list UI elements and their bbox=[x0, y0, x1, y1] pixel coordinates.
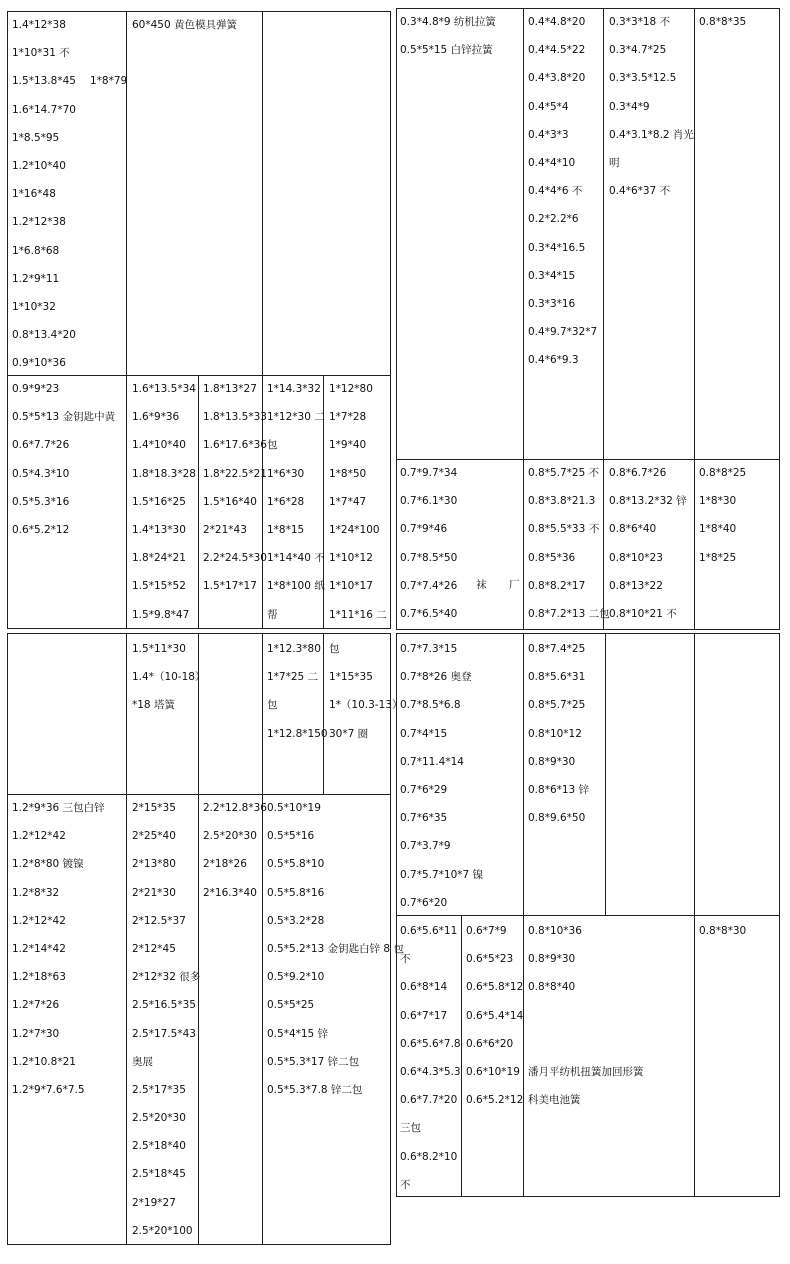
cell-line: 0.6*7.7*20 bbox=[400, 1094, 458, 1107]
cell-line: 0.7*3.7*9 bbox=[400, 840, 451, 853]
cell-spec-list bbox=[132, 794, 200, 1245]
cell-line: 0.4*3*3 bbox=[528, 128, 569, 141]
cell-line: 1*（10.3-13） bbox=[329, 699, 403, 712]
cell-line: 0.8*8.2*17 bbox=[528, 579, 586, 592]
cell-line: 1*10*32 bbox=[12, 300, 56, 313]
cell-line: 1*8*100 纸 bbox=[267, 580, 325, 593]
cell-line: 0.8*5.7*25 bbox=[528, 699, 586, 712]
cell-line: 不 bbox=[400, 1178, 411, 1191]
cell-line: 1*12*30 二 bbox=[267, 411, 325, 424]
column-divider bbox=[523, 8, 524, 630]
cell-line: 0.8*5.7*25 不 bbox=[528, 467, 600, 479]
cell-line: 0.8*5.5*33 bbox=[528, 523, 586, 536]
cell-line: 袜 bbox=[476, 579, 487, 591]
cell-line: 0.5*5*13 金钥匙中黄 bbox=[12, 411, 116, 424]
column-divider bbox=[126, 633, 127, 1245]
cell-line: 0.4*3.1*8.2 肖光 bbox=[609, 128, 694, 141]
cell-line: 0.7*4*15 bbox=[400, 727, 448, 740]
cell-spec-list bbox=[609, 459, 687, 628]
cell-line: 1.2*18*63 bbox=[12, 971, 66, 984]
cell-line: 1*7*25 二 bbox=[267, 671, 319, 684]
cell-spec-list bbox=[528, 8, 597, 374]
cell-line: 1*15*35 bbox=[329, 671, 373, 684]
cell-line: 2*13*80 bbox=[132, 858, 176, 871]
cell-line: 1.2*8*80 镀镍 bbox=[12, 858, 84, 871]
cell-line bbox=[528, 1030, 644, 1058]
cell-line: 1*10*31 不 bbox=[12, 47, 70, 60]
cell-spec-list bbox=[528, 635, 589, 832]
cell-spec-list bbox=[329, 635, 402, 748]
cell-line: 0.8*8*40 bbox=[528, 981, 576, 994]
cell-line: 1.8*22.5*21 bbox=[203, 467, 267, 480]
cell-line: 0.9*9*23 bbox=[12, 383, 60, 395]
cell-spec-list bbox=[132, 375, 196, 629]
cell-spec-list bbox=[203, 375, 267, 601]
column-divider bbox=[605, 633, 606, 915]
cell-line: 三包 bbox=[400, 1122, 421, 1135]
cell-line: 0.8*8*25 bbox=[699, 467, 747, 479]
cell-line: 0.5*4.3*10 bbox=[12, 467, 70, 480]
cell-line: 0.8*5*36 bbox=[528, 551, 576, 564]
cell-line: 0.5*4*15 锌 bbox=[267, 1027, 329, 1040]
cell-line: 2.5*18*45 bbox=[132, 1168, 186, 1181]
cell-line: 0.8*3.8*21.3 bbox=[528, 495, 596, 508]
cell-line: 0.5*5.8*16 bbox=[267, 886, 325, 899]
cell-line: 1.5*16*40 bbox=[203, 495, 257, 508]
cell-line: 1.2*9*7.6*7.5 bbox=[12, 1083, 85, 1096]
cell-line: 2.2*24.5*30 bbox=[203, 552, 267, 565]
cell-line: 1*16*48 bbox=[12, 188, 56, 201]
cell-line: 0.7*6*29 bbox=[400, 783, 448, 796]
cell-line: 0.4*6*37 不 bbox=[609, 185, 671, 198]
cell-line: 1*10*17 bbox=[329, 580, 373, 593]
cell-line: 1*10*12 bbox=[329, 552, 373, 565]
cell-line: 0.8*7.2*13 二包 bbox=[528, 607, 610, 620]
cell-line: 0.8*7.4*25 bbox=[528, 643, 586, 655]
cell-line: 0.2*2.2*6 bbox=[528, 213, 579, 226]
cell-line: 0.6*7.7*26 bbox=[12, 439, 70, 452]
cell-line: 0.5*9.2*10 bbox=[267, 971, 325, 984]
cell-spec-list bbox=[400, 459, 457, 628]
cell-line: 0.6*8*14 bbox=[400, 981, 448, 994]
cell-spec-list bbox=[203, 794, 267, 907]
cell-line: 60*450 黄色模具弹簧 bbox=[132, 19, 237, 31]
cell-line: 0.3*4.8*9 纺机拉簧 bbox=[400, 16, 496, 28]
cell-line: 2.5*20*100 bbox=[132, 1224, 193, 1237]
cell-line: 0.7*8*26 奥登 bbox=[400, 671, 472, 684]
cell-line: 0.8*10*23 bbox=[609, 551, 663, 564]
cell-line: 0.4*4.8*20 bbox=[528, 16, 586, 28]
cell-line: 2*12*45 bbox=[132, 942, 176, 955]
cell-line: 2.5*17.5*43 bbox=[132, 1027, 196, 1040]
cell-line: 1.5*13.8*45 bbox=[12, 75, 76, 88]
cell-line: 1.8*13*27 bbox=[203, 383, 257, 395]
cell-line: 1.4*10*40 bbox=[132, 439, 186, 452]
cell-line: 0.7*6.5*40 bbox=[400, 607, 458, 620]
cell-line: 帮 bbox=[267, 608, 278, 621]
cell-line: 0.5*5.3*7.8 锌二包 bbox=[267, 1083, 363, 1096]
cell-line: 0.8*6*13 锌 bbox=[528, 783, 590, 796]
cell-line: 0.3*4*16.5 bbox=[528, 241, 586, 254]
cell-line: 0.4*4*6 不 bbox=[528, 185, 583, 198]
cell-line: 0.4*4.5*22 bbox=[528, 44, 586, 57]
cell-line: 0.6*5.2*12 bbox=[12, 523, 70, 536]
column-divider bbox=[262, 633, 263, 1245]
cell-line: 0.8*5.6*31 bbox=[528, 671, 586, 684]
cell-line: 0.6*5*23 bbox=[466, 953, 514, 966]
cell-line: 1.8*24*21 bbox=[132, 552, 186, 565]
cell-line: 1.2*10*40 bbox=[12, 159, 66, 172]
cell-spec-list bbox=[466, 917, 523, 1114]
cell-spec-list bbox=[132, 635, 205, 720]
cell-spec-list bbox=[528, 917, 644, 1114]
cell-line: 2.2*12.8*36 bbox=[203, 802, 267, 814]
cell-line: 1*7*28 bbox=[329, 411, 367, 424]
cell-line: 0.8*9*30 bbox=[528, 953, 576, 966]
cell-line: 1*8*30 bbox=[699, 495, 737, 508]
cell-line: 1.6*9*36 bbox=[132, 411, 180, 424]
cell-line: 0.8*9.6*50 bbox=[528, 812, 586, 825]
column-divider bbox=[694, 8, 695, 630]
column-divider bbox=[461, 915, 462, 1197]
cell-line: 1.2*7*30 bbox=[12, 1027, 60, 1040]
cell-line: 0.6*5.8*12 bbox=[466, 981, 524, 994]
cell-line: 0.7*6.1*30 bbox=[400, 495, 458, 508]
cell-line: 2*21*43 bbox=[203, 523, 247, 536]
cell-line: 1.2*12*42 bbox=[12, 914, 66, 927]
cell-line: 0.4*9.7*32*7 bbox=[528, 326, 598, 339]
cell-line: 1.5*16*25 bbox=[132, 495, 186, 508]
cell-line: 0.5*5*15 白锌拉簧 bbox=[400, 44, 493, 57]
cell-line: 0.5*5*16 bbox=[267, 830, 315, 843]
cell-line: 1*12.8*150 bbox=[267, 727, 328, 740]
cell-spec-list bbox=[267, 794, 404, 1104]
cell-spec-list bbox=[400, 635, 483, 917]
cell-line: 1.5*9.8*47 bbox=[132, 608, 190, 621]
cell-line: 0.5*3.2*28 bbox=[267, 914, 325, 927]
cell-line bbox=[12, 67, 127, 95]
cell-note bbox=[509, 571, 520, 599]
cell-line: 2.5*17*35 bbox=[132, 1083, 186, 1096]
cell-line: 0.5*5.3*16 bbox=[12, 495, 70, 508]
cell-line: 0.6*4.3*5.3 bbox=[400, 1065, 461, 1078]
cell-line: 0.8*13.4*20 bbox=[12, 329, 76, 342]
cell-line: 0.3*3*16 bbox=[528, 297, 576, 310]
cell-line: 0.5*10*19 bbox=[267, 802, 321, 814]
cell-line: 0.7*6*20 bbox=[400, 896, 448, 909]
cell-line: 0.7*8.5*50 bbox=[400, 551, 458, 564]
cell-line: 奥展 bbox=[132, 1055, 153, 1068]
cell-line: 2*25*40 bbox=[132, 830, 176, 843]
cell-line: 明 bbox=[609, 156, 620, 169]
cell-line: 0.8*8*35 bbox=[699, 16, 747, 28]
cell-line: 1.5*15*52 bbox=[132, 580, 186, 593]
cell-line: 1*7*47 bbox=[329, 495, 367, 508]
cell-line: 0.3*3.5*12.5 bbox=[609, 72, 677, 85]
column-divider bbox=[694, 633, 695, 1197]
cell-line: 1.2*12*42 bbox=[12, 830, 66, 843]
cell-line: 0.6*8.2*10 bbox=[400, 1150, 458, 1163]
cell-line: 0.3*4*15 bbox=[528, 269, 576, 282]
cell-line: 1*8*40 bbox=[699, 523, 737, 536]
cell-line: 0.7*9*46 bbox=[400, 523, 448, 536]
cell-line: 0.7*7.4*26 bbox=[400, 579, 458, 592]
cell-spec-list bbox=[329, 375, 387, 629]
cell-line: 0.3*4.7*25 bbox=[609, 44, 667, 57]
cell-line: 1.2*7*26 bbox=[12, 999, 60, 1012]
cell-line: 0.6*5.6*11 bbox=[400, 925, 458, 937]
cell-line: 1.2*10.8*21 bbox=[12, 1055, 76, 1068]
cell-line: 1.6*17.6*36 bbox=[203, 439, 267, 452]
cell-line: 0.7*6*35 bbox=[400, 812, 448, 825]
cell-line: 2.5*20*30 bbox=[203, 830, 257, 843]
cell-line: 1*12*80 bbox=[329, 383, 373, 395]
column-divider bbox=[198, 375, 199, 629]
cell-spec-list bbox=[400, 917, 461, 1199]
cell-line: 1*9*40 bbox=[329, 439, 367, 452]
cell-line: 0.4*5*4 bbox=[528, 100, 569, 113]
cell-line: 1.2*12*38 bbox=[12, 216, 66, 229]
cell-line: 0.8*6.7*26 bbox=[609, 467, 667, 479]
cell-line: 不 bbox=[589, 523, 600, 535]
cell-line: *18 塔簧 bbox=[132, 699, 175, 712]
cell-line: 1*8.5*95 bbox=[12, 131, 60, 144]
cell-line: 1.2*9*11 bbox=[12, 272, 60, 285]
cell-line: 1*6*30 bbox=[267, 467, 305, 480]
cell-line: 0.7*5.7*10*7 镍 bbox=[400, 868, 484, 881]
cell-spec-list bbox=[699, 459, 746, 572]
cell-spec-list bbox=[12, 794, 105, 1104]
cell-line: 0.8*10*36 bbox=[528, 925, 582, 937]
cell-note bbox=[476, 571, 487, 599]
cell-line: 潘月平纺机扭簧加回形簧 bbox=[528, 1065, 644, 1078]
cell-line: 0.6*7*9 bbox=[466, 925, 507, 937]
cell-line: 30*7 圈 bbox=[329, 727, 369, 740]
cell-line: 1.8*13.5*33 bbox=[203, 411, 267, 424]
cell-line: 1.6*14.7*70 bbox=[12, 103, 76, 116]
cell-line: 1.5*17*17 bbox=[203, 580, 257, 593]
cell-line: 2*12.5*37 bbox=[132, 914, 186, 927]
cell-spec-list bbox=[528, 459, 610, 628]
cell-line: 0.6*5.2*12 bbox=[466, 1094, 524, 1107]
cell-line: 不 bbox=[400, 953, 411, 966]
cell-line: 2*15*35 bbox=[132, 802, 176, 814]
cell-line: 2*18*26 bbox=[203, 858, 247, 871]
cell-line: 1.2*8*32 bbox=[12, 886, 60, 899]
cell-line: 1.8*18.3*28 bbox=[132, 467, 196, 480]
cell-line: 1*24*100 bbox=[329, 523, 380, 536]
cell-line: 0.7*7.3*15 bbox=[400, 643, 458, 655]
cell-line: 包 bbox=[329, 643, 340, 655]
cell-line: 1*6.8*68 bbox=[12, 244, 60, 257]
cell-line: 0.7*9.7*34 bbox=[400, 467, 458, 479]
cell-line: 1*14*40 不 bbox=[267, 552, 325, 565]
cell-line: 2*16.3*40 bbox=[203, 886, 257, 899]
cell-line: 0.8*13.2*32 锌 bbox=[609, 495, 687, 508]
cell-line: 包 bbox=[267, 699, 278, 712]
cell-line: 0.6*5.6*7.8 bbox=[400, 1037, 461, 1050]
cell-spec-list bbox=[400, 8, 496, 64]
cell-line: 科美电池簧 bbox=[528, 1094, 581, 1107]
cell-line: 0.7*8.5*6.8 bbox=[400, 699, 461, 712]
cell-line: 2.5*20*30 bbox=[132, 1112, 186, 1125]
cell-line: 1*6*28 bbox=[267, 495, 305, 508]
cell-spec-list bbox=[12, 11, 127, 377]
cell-line bbox=[528, 1002, 644, 1030]
cell-line: 1.2*14*42 bbox=[12, 942, 66, 955]
cell-spec-list bbox=[12, 375, 115, 544]
cell-spec-list bbox=[267, 375, 325, 629]
cell-line: 1*11*16 二 bbox=[329, 608, 387, 621]
cell-line: 0.8*13*22 bbox=[609, 579, 663, 592]
cell-line: 0.8*6*40 bbox=[609, 523, 657, 536]
cell-line: 0.4*4*10 bbox=[528, 156, 576, 169]
cell-line: 0.6*5.4*14 bbox=[466, 1009, 524, 1022]
cell-spec-list bbox=[132, 11, 237, 39]
cell-line: 0.8*10*21 不 bbox=[609, 607, 677, 620]
cell-line: 0.4*3.8*20 bbox=[528, 72, 586, 85]
cell-spec-list bbox=[699, 8, 746, 36]
cell-line: 2*12*32 很多 bbox=[132, 971, 201, 984]
cell-line: 厂 bbox=[509, 579, 520, 591]
cell-line: 1.2*9*36 三包白锌 bbox=[12, 802, 105, 814]
cell-line: 0.5*5*25 bbox=[267, 999, 315, 1012]
cell-line: 1.5*11*30 bbox=[132, 643, 186, 655]
cell-line: 1*12.3*80 bbox=[267, 643, 321, 655]
cell-line: 0.7*11.4*14 bbox=[400, 755, 464, 768]
cell-line: 0.5*5.2*13 金钥匙白锌 8 包 bbox=[267, 942, 404, 955]
cell-line: 1*8*50 bbox=[329, 467, 367, 480]
cell-line: 0.5*5.3*17 锌二包 bbox=[267, 1055, 360, 1068]
cell-line: 包 bbox=[267, 439, 278, 452]
cell-line: 0.8*9*30 bbox=[528, 755, 576, 768]
cell-line: 0.5*5.8*10 bbox=[267, 858, 325, 871]
cell-note bbox=[589, 515, 600, 543]
cell-line: 0.6*10*19 bbox=[466, 1065, 520, 1078]
cell-spec-list bbox=[609, 8, 694, 205]
cell-line: 1*8*15 bbox=[267, 523, 305, 536]
cell-line: 0.8*8*30 bbox=[699, 925, 747, 937]
cell-spec-list bbox=[699, 917, 746, 945]
cell-line: 0.9*10*36 bbox=[12, 357, 66, 370]
cell-line: 1*14.3*32 bbox=[267, 383, 321, 395]
cell-line: 0.6*6*20 bbox=[466, 1037, 514, 1050]
cell-line: 2.5*18*40 bbox=[132, 1140, 186, 1153]
cell-spec-list bbox=[267, 635, 328, 748]
cell-line: 1.4*13*30 bbox=[132, 523, 186, 536]
cell-line: 1*8*79 bbox=[89, 75, 128, 88]
cell-line: 2*19*27 bbox=[132, 1196, 176, 1209]
cell-line: 1*8*25 bbox=[699, 551, 737, 564]
cell-line: 1.4*12*38 bbox=[12, 19, 66, 31]
cell-line: 2.5*16.5*35 bbox=[132, 999, 196, 1012]
cell-line: 0.6*7*17 bbox=[400, 1009, 448, 1022]
cell-line: 1.6*13.5*34 bbox=[132, 383, 196, 395]
cell-line: 0.3*3*18 不 bbox=[609, 16, 671, 28]
cell-line: 1.4*（10-18） bbox=[132, 671, 206, 684]
cell-line: 2*21*30 bbox=[132, 886, 176, 899]
cell-line: 0.3*4*9 bbox=[609, 100, 650, 113]
cell-line: 0.8*10*12 bbox=[528, 727, 582, 740]
cell-line: 0.4*6*9.3 bbox=[528, 354, 579, 367]
